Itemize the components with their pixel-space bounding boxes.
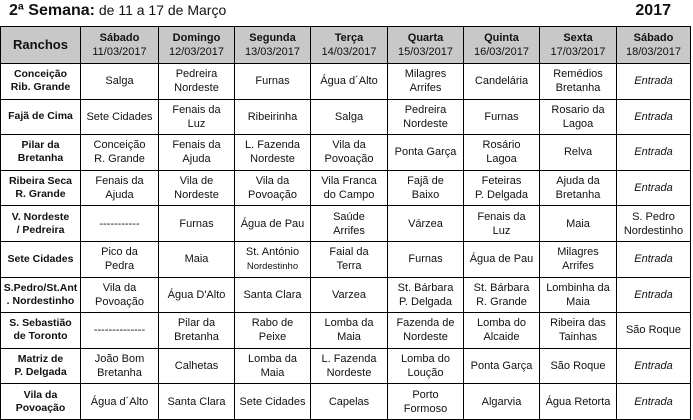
cell-line: Milagres: [404, 68, 447, 81]
schedule-cell: [540, 64, 617, 100]
cell-line: Pedreira: [404, 103, 447, 116]
cell-line: Milagres: [557, 246, 599, 259]
cell-line: Tainhas: [559, 331, 597, 344]
schedule-cell: [464, 384, 540, 420]
cell-line: V. Nordeste: [11, 210, 70, 223]
table-row: [1, 348, 691, 384]
schedule-cell: [311, 135, 388, 171]
cell-line: Formoso: [403, 402, 448, 415]
cell-line: Maia: [337, 331, 361, 344]
cell-line: Maia: [566, 295, 590, 308]
rancho-name: [1, 277, 81, 313]
cell-line: Várzea: [408, 217, 443, 230]
cell-line: St. Bárbara: [473, 281, 530, 294]
schedule-cell: [311, 384, 388, 420]
schedule-cell: [540, 384, 617, 420]
cell-line: Água de Pau: [469, 253, 534, 266]
cell-line: Fazenda de: [396, 317, 455, 330]
cell-line: S. Sebastião: [9, 317, 72, 330]
cell-line: Pilar da: [21, 139, 60, 152]
cell-line: Furnas: [179, 217, 214, 230]
schedule-body: [1, 64, 691, 420]
day-column-header: [235, 27, 311, 64]
schedule-cell: [81, 348, 159, 384]
cell-line: P. Delgada: [474, 189, 528, 202]
schedule-cell: [159, 384, 235, 420]
schedule-cell: [159, 99, 235, 135]
schedule-cell: [235, 64, 311, 100]
cell-line: . Nordestinho: [6, 294, 75, 307]
cell-line: Fenais da: [172, 103, 221, 116]
schedule-cell: [464, 99, 540, 135]
header-row: [1, 27, 691, 64]
schedule-cell: [464, 277, 540, 313]
cell-line: Pilar da: [177, 317, 216, 330]
schedule-cell: [388, 135, 464, 171]
schedule-cell: [311, 64, 388, 100]
cell-line: S. Pedro: [632, 210, 675, 223]
cell-line: Lomba do: [477, 317, 526, 330]
cell-line: Maia: [260, 367, 285, 380]
cell-line: Furnas: [484, 110, 519, 123]
cell-line: Água d´Alto: [320, 75, 378, 88]
cell-line: Salga: [105, 75, 134, 88]
schedule-cell: [81, 206, 159, 242]
table-row: [1, 313, 691, 349]
rancho-name: [1, 384, 81, 420]
cell-line: Feteiras: [481, 175, 522, 188]
cell-line: Varzea: [331, 288, 367, 301]
schedule-cell: [388, 348, 464, 384]
schedule-cell: [81, 277, 159, 313]
cell-line: Povoação: [324, 153, 374, 166]
cell-line: St. António: [245, 245, 300, 258]
schedule-cell: [540, 135, 617, 171]
day-column-header: [388, 27, 464, 64]
schedule-cell: [540, 170, 617, 206]
schedule-cell: [159, 170, 235, 206]
schedule-cell: [235, 277, 311, 313]
cell-line: Saúde: [333, 210, 365, 223]
cell-line: Capelas: [328, 395, 370, 408]
cell-line: Maia: [184, 253, 209, 266]
cell-line: de Toronto: [13, 330, 68, 343]
schedule-cell: [617, 313, 691, 349]
cell-line: Fenais da: [95, 175, 144, 188]
cell-line: Maia: [566, 217, 590, 230]
cell-line: Água d´Alto: [90, 395, 149, 408]
day-column-header: [81, 27, 159, 64]
schedule-cell: [388, 384, 464, 420]
cell-line: Lomba da: [248, 353, 297, 366]
cell-line: Arrifes: [333, 224, 365, 237]
day-name: Quinta: [484, 32, 519, 44]
cell-line: Terra: [336, 260, 362, 273]
table-row: [1, 99, 691, 135]
cell-line: Nordeste: [403, 117, 448, 130]
day-name: Sábado: [99, 32, 140, 44]
schedule-cell: [81, 135, 159, 171]
cell-line: Ponta Garça: [394, 146, 457, 159]
cell-line: João Bom: [94, 353, 145, 366]
cell-line: Vila da: [255, 175, 290, 188]
cell-line: Pedreira: [175, 68, 218, 81]
day-date: 12/03/2017: [168, 46, 225, 58]
cell-line: Salga: [334, 110, 364, 123]
schedule-cell: [388, 277, 464, 313]
cell-line: Bretanha: [97, 367, 142, 380]
cell-line: Rosario da: [551, 103, 605, 116]
cell-line: Furnas: [255, 75, 290, 88]
day-date: 16/03/2017: [473, 46, 530, 58]
cell-line: Povoação: [248, 189, 297, 202]
cell-line: Entrada: [634, 288, 673, 301]
day-date: 17/03/2017: [550, 46, 606, 58]
cell-line: Relva: [563, 146, 593, 159]
cell-line: Entrada: [634, 182, 673, 195]
week-label: 2ª Semana:: [9, 2, 95, 19]
rancho-name: [1, 241, 81, 277]
week-dates: de 11 a 17 de Março: [94, 2, 227, 18]
schedule-cell: [464, 64, 540, 100]
schedule-cell: [235, 241, 311, 277]
cell-line: Matriz de: [17, 353, 64, 366]
schedule-cell: [464, 241, 540, 277]
schedule-cell: [235, 206, 311, 242]
cell-line: Ponta Garça: [470, 360, 533, 373]
cell-line: S.Pedro/St.Ant: [3, 281, 78, 294]
day-name: Domingo: [172, 32, 221, 44]
cell-line: Candelária: [474, 75, 529, 88]
cell-line: R. Grande: [94, 153, 145, 166]
cell-line: P. Delgada: [14, 366, 67, 379]
day-column-header: [464, 27, 540, 64]
cell-line: Vila da: [23, 388, 58, 401]
day-column-header: [311, 27, 388, 64]
ranchos-column-header: Ranchos: [1, 27, 81, 64]
schedule-cell: [235, 135, 311, 171]
schedule-header: [0, 0, 693, 26]
day-date: 11/03/2017: [92, 46, 147, 58]
cell-line: Entrada: [634, 360, 673, 373]
cell-line: Nordeste: [403, 331, 448, 344]
schedule-cell: [388, 206, 464, 242]
schedule-cell: [617, 135, 691, 171]
schedule-cell: [464, 313, 540, 349]
schedule-cell: [235, 99, 311, 135]
day-name: Quarta: [407, 32, 444, 44]
cell-line: do Campo: [323, 189, 375, 202]
day-date: 14/03/2017: [321, 46, 377, 58]
cell-line: Rib. Grande: [10, 81, 71, 94]
cell-line: L. Fazenda: [244, 139, 301, 152]
cell-line: Fajã de: [407, 175, 444, 188]
schedule-cell: [540, 99, 617, 135]
cell-line: Fajã de Cima: [8, 110, 73, 123]
rancho-name: [1, 64, 81, 100]
rancho-name: [1, 206, 81, 242]
cell-line: Remédios: [553, 68, 603, 81]
rancho-name: [1, 313, 81, 349]
cell-line: Santa Clara: [243, 288, 302, 301]
cell-line: Sete Cidades: [86, 110, 153, 123]
cell-line: Entrada: [634, 253, 673, 266]
schedule-cell: [159, 135, 235, 171]
schedule-cell: [388, 64, 464, 100]
schedule-cell: [388, 170, 464, 206]
schedule-cell: [311, 170, 388, 206]
schedule-cell: [235, 384, 311, 420]
cell-line: Santa Clara: [167, 395, 226, 408]
schedule-cell: [540, 348, 617, 384]
schedule-cell: [464, 348, 540, 384]
week-title: [9, 2, 226, 20]
cell-line: Lagoa: [562, 117, 594, 130]
cell-line: Nordeste: [326, 367, 372, 380]
cell-line: Pico da: [101, 246, 138, 259]
cell-line: Nordeste: [174, 82, 219, 95]
cell-line: Vila da: [332, 139, 366, 152]
schedule-cell: [311, 99, 388, 135]
cell-line: --------------: [93, 324, 146, 337]
table-row: [1, 241, 691, 277]
cell-line: Entrada: [634, 395, 673, 408]
schedule-cell: [81, 170, 159, 206]
cell-line: Luz: [492, 224, 511, 237]
cell-line: Loução: [407, 367, 444, 380]
cell-line: Entrada: [634, 75, 673, 88]
year-label: 2017: [635, 2, 671, 19]
table-row: [1, 135, 691, 171]
cell-line: Bretanha: [555, 189, 601, 202]
cell-line: Bretanha: [174, 331, 219, 344]
schedule-cell: [388, 241, 464, 277]
cell-line: Luz: [187, 117, 206, 130]
schedule-cell: [617, 99, 691, 135]
schedule-cell: [464, 170, 540, 206]
schedule-cell: [235, 313, 311, 349]
schedule-cell: [388, 99, 464, 135]
day-name: Terça: [334, 32, 364, 44]
schedule-cell: [617, 241, 691, 277]
day-name: Segunda: [249, 32, 296, 44]
day-name: Sexta: [563, 32, 593, 44]
schedule-cell: [540, 241, 617, 277]
cell-line: Conceição: [93, 139, 146, 152]
cell-line: Entrada: [634, 146, 673, 159]
cell-line: / Pedreira: [16, 223, 65, 236]
rancho-name: [1, 170, 81, 206]
schedule-cell: [617, 277, 691, 313]
cell-line: Ribeirinha: [247, 110, 298, 123]
day-date: 18/03/2017: [625, 46, 682, 58]
cell-line: Fenais da: [172, 139, 221, 152]
schedule-cell: [617, 206, 691, 242]
cell-line: St. Bárbara: [397, 281, 454, 294]
schedule-cell: [464, 206, 540, 242]
cell-line: Lomba do: [401, 353, 450, 366]
schedule-cell: [235, 170, 311, 206]
rancho-name: [1, 135, 81, 171]
rancho-name: [1, 348, 81, 384]
schedule-cell: [159, 277, 235, 313]
cell-line: Furnas: [408, 253, 443, 266]
cell-line: P. Delgada: [398, 295, 452, 308]
table-row: [1, 206, 691, 242]
schedule-cell: [617, 348, 691, 384]
table-row: [1, 384, 691, 420]
cell-line: Ajuda da: [556, 175, 600, 188]
day-column-header: [540, 27, 617, 64]
schedule-cell: [159, 206, 235, 242]
cell-line: Povoação: [95, 295, 144, 308]
cell-line: Baixo: [411, 189, 440, 202]
cell-line: Água Retorta: [545, 395, 611, 408]
cell-line: Porto: [412, 388, 439, 401]
schedule-cell: [617, 384, 691, 420]
table-row: [1, 64, 691, 100]
cell-line: Peixe: [258, 331, 287, 344]
cell-line: -----------: [99, 217, 140, 230]
schedule-cell: [159, 313, 235, 349]
day-column-header: [159, 27, 235, 64]
schedule-cell: [81, 313, 159, 349]
cell-line: Pedra: [104, 260, 135, 273]
schedule-cell: [81, 99, 159, 135]
schedule-cell: [540, 277, 617, 313]
day-column-header: [617, 27, 691, 64]
cell-line: Nordestinho: [623, 224, 684, 237]
schedule-cell: [311, 241, 388, 277]
cell-line: Entrada: [634, 110, 673, 123]
schedule-cell: [540, 313, 617, 349]
day-date: 15/03/2017: [397, 46, 454, 58]
schedule-cell: [464, 135, 540, 171]
schedule-cell: [235, 348, 311, 384]
cell-line: Lombinha da: [546, 281, 610, 294]
schedule-cell: [81, 64, 159, 100]
cell-line: Conceição: [13, 68, 68, 81]
cell-line: São Roque: [625, 324, 682, 337]
schedule-cell: [311, 313, 388, 349]
schedule-table: [0, 26, 691, 420]
cell-line: Nordestinho: [246, 260, 299, 272]
cell-line: Bretanha: [17, 152, 64, 165]
cell-line: Nordeste: [174, 189, 219, 202]
cell-line: Água de Pau: [240, 217, 305, 230]
cell-line: Rabo de: [251, 317, 294, 330]
cell-line: Lagoa: [486, 153, 517, 166]
day-name: Sábado: [633, 32, 674, 44]
cell-line: Bretanha: [555, 82, 601, 95]
schedule-cell: [311, 277, 388, 313]
cell-line: Nordeste: [250, 153, 295, 166]
cell-line: Lomba da: [324, 317, 374, 330]
cell-line: Sete Cidades: [7, 252, 74, 265]
cell-line: L. Fazenda: [321, 353, 377, 366]
cell-line: Alcaide: [483, 331, 520, 344]
schedule-cell: [617, 64, 691, 100]
cell-line: Arrifes: [562, 260, 594, 273]
rancho-name: [1, 99, 81, 135]
schedule-cell: [159, 64, 235, 100]
table-row: [1, 277, 691, 313]
schedule-cell: [81, 241, 159, 277]
cell-line: Água D'Alto: [167, 288, 226, 301]
schedule-cell: [81, 384, 159, 420]
cell-line: Ajuda: [182, 153, 211, 166]
cell-line: Calhetas: [174, 360, 219, 373]
cell-line: R. Grande: [15, 188, 66, 201]
cell-line: Ribeira Seca: [8, 175, 73, 188]
schedule-cell: [388, 313, 464, 349]
cell-line: Algarvia: [481, 395, 522, 408]
cell-line: Ribeira das: [550, 317, 606, 330]
schedule-cell: [159, 348, 235, 384]
cell-line: Vila de: [179, 175, 214, 188]
cell-line: Sete Cidades: [239, 395, 306, 408]
schedule-cell: [311, 348, 388, 384]
schedule-cell: [540, 206, 617, 242]
cell-line: R. Grande: [476, 295, 527, 308]
cell-line: São Roque: [550, 360, 606, 373]
cell-line: Vila Franca: [321, 175, 377, 188]
day-date: 13/03/2017: [244, 46, 301, 58]
schedule-cell: [311, 206, 388, 242]
cell-line: Fenais da: [477, 210, 526, 223]
cell-line: Arrifes: [409, 82, 442, 95]
schedule-cell: [159, 241, 235, 277]
cell-line: Povoação: [15, 401, 66, 414]
table-row: [1, 170, 691, 206]
schedule-cell: [617, 170, 691, 206]
cell-line: Ajuda: [105, 189, 134, 202]
cell-line: Vila da: [102, 281, 137, 294]
cell-line: Faial da: [329, 246, 369, 259]
cell-line: Rosário: [482, 139, 521, 152]
